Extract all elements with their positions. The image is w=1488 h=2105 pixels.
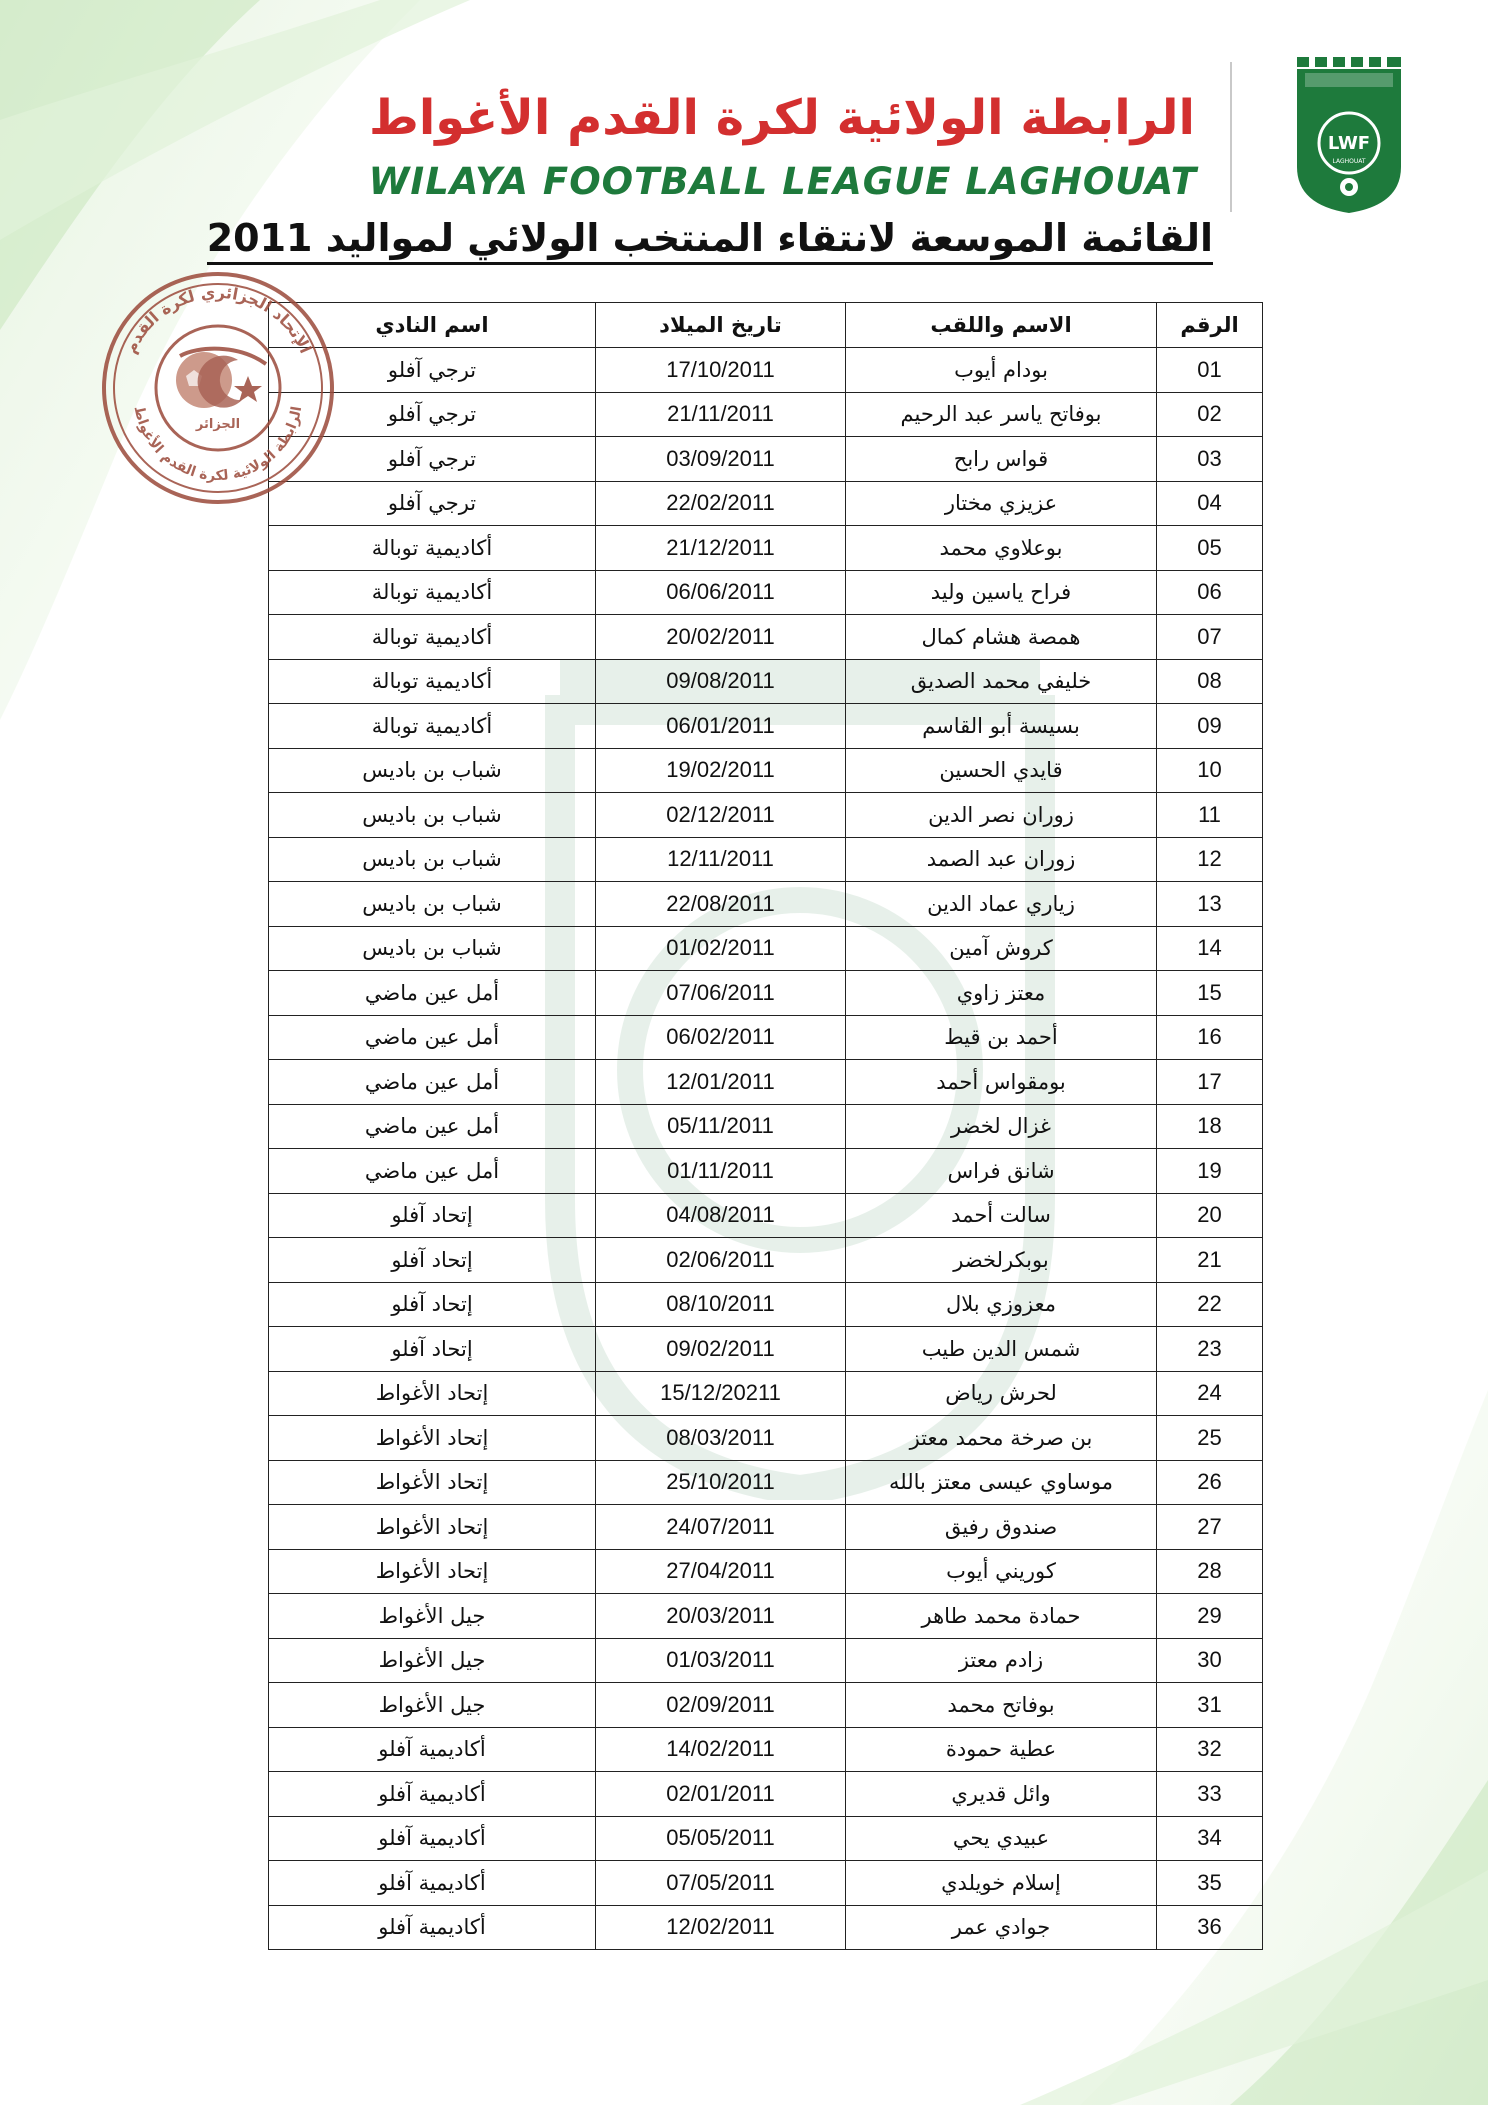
table-row: [269, 526, 1263, 571]
table-row: [269, 1460, 1263, 1505]
cell-number: 09: [1157, 704, 1263, 749]
header-club: اسم النادي: [269, 303, 596, 348]
cell-number: 10: [1157, 748, 1263, 793]
cell-number: 17: [1157, 1060, 1263, 1105]
cell-number: 33: [1157, 1772, 1263, 1817]
table-row: [269, 1104, 1263, 1149]
table-row: [269, 882, 1263, 927]
cell-number: 27: [1157, 1505, 1263, 1550]
cell-dob: 22/08/2011: [596, 882, 846, 927]
cell-club: أكاديمية آفلو: [269, 1816, 596, 1861]
cell-club: أكاديمية توبالة: [269, 526, 596, 571]
official-stamp: [98, 268, 338, 508]
table-row: [269, 348, 1263, 393]
table-row: [269, 837, 1263, 882]
league-title-english: WILAYA FOOTBALL LEAGUE LAGHOUAT: [368, 160, 1197, 203]
table-row: [269, 1327, 1263, 1372]
cell-name: شمس الدين طيب: [846, 1327, 1157, 1372]
cell-name: موساوي عيسى معتز بالله: [846, 1460, 1157, 1505]
cell-dob: 15/12/20211: [596, 1371, 846, 1416]
cell-club: أكاديمية توبالة: [269, 615, 596, 660]
cell-club: أكاديمية آفلو: [269, 1727, 596, 1772]
cell-dob: 17/10/2011: [596, 348, 846, 393]
cell-club: إتحاد الأغواط: [269, 1505, 596, 1550]
cell-club: ترجي آفلو: [269, 437, 596, 482]
cell-club: أمل عين ماضي: [269, 1060, 596, 1105]
cell-dob: 14/02/2011: [596, 1727, 846, 1772]
table-row: [269, 1549, 1263, 1594]
league-title-arabic: الرابطة الولائية لكرة القدم الأغواط: [368, 90, 1195, 146]
cell-name: بوفاتح ياسر عبد الرحيم: [846, 392, 1157, 437]
cell-club: أمل عين ماضي: [269, 971, 596, 1016]
cell-number: 22: [1157, 1282, 1263, 1327]
table-row: [269, 1060, 1263, 1105]
cell-club: جيل الأغواط: [269, 1638, 596, 1683]
header-number: الرقم: [1157, 303, 1263, 348]
cell-name: زياري عماد الدين: [846, 882, 1157, 927]
stamp-inner-text: الرابطة الولائية لكرة القدم الأغواط: [130, 404, 306, 485]
cell-name: صندوق رفيق: [846, 1505, 1157, 1550]
cell-number: 31: [1157, 1683, 1263, 1728]
cell-number: 02: [1157, 392, 1263, 437]
cell-club: شباب بن باديس: [269, 793, 596, 838]
table-row: [269, 1594, 1263, 1639]
cell-dob: 19/02/2011: [596, 748, 846, 793]
cell-name: لحرش رياض: [846, 1371, 1157, 1416]
cell-club: إتحاد آفلو: [269, 1282, 596, 1327]
cell-dob: 08/03/2011: [596, 1416, 846, 1461]
cell-number: 24: [1157, 1371, 1263, 1416]
table-row: [269, 1238, 1263, 1283]
cell-number: 36: [1157, 1905, 1263, 1950]
cell-name: بسيسة أبو القاسم: [846, 704, 1157, 749]
roster-table: [268, 302, 1263, 1950]
cell-club: ترجي آفلو: [269, 481, 596, 526]
cell-name: أحمد بن قيط: [846, 1015, 1157, 1060]
table-row: [269, 1727, 1263, 1772]
cell-name: بودام أيوب: [846, 348, 1157, 393]
table-row: [269, 1416, 1263, 1461]
stamp-center-text: الجزائر: [195, 417, 241, 432]
cell-number: 13: [1157, 882, 1263, 927]
cell-number: 07: [1157, 615, 1263, 660]
cell-name: قواس رابح: [846, 437, 1157, 482]
cell-dob: 02/01/2011: [596, 1772, 846, 1817]
table-row: [269, 1816, 1263, 1861]
cell-number: 20: [1157, 1193, 1263, 1238]
table-row: [269, 659, 1263, 704]
cell-club: إتحاد الأغواط: [269, 1416, 596, 1461]
cell-name: زادم معتز: [846, 1638, 1157, 1683]
cell-dob: 21/11/2011: [596, 392, 846, 437]
cell-number: 18: [1157, 1104, 1263, 1149]
table-row: [269, 1371, 1263, 1416]
cell-name: عزيزي مختار: [846, 481, 1157, 526]
cell-club: أمل عين ماضي: [269, 1149, 596, 1194]
cell-name: زوران عبد الصمد: [846, 837, 1157, 882]
cell-dob: 06/02/2011: [596, 1015, 846, 1060]
cell-club: أمل عين ماضي: [269, 1015, 596, 1060]
cell-dob: 20/03/2011: [596, 1594, 846, 1639]
cell-dob: 06/06/2011: [596, 570, 846, 615]
cell-number: 28: [1157, 1549, 1263, 1594]
cell-dob: 02/09/2011: [596, 1683, 846, 1728]
cell-number: 15: [1157, 971, 1263, 1016]
cell-club: شباب بن باديس: [269, 882, 596, 927]
cell-number: 23: [1157, 1327, 1263, 1372]
cell-number: 16: [1157, 1015, 1263, 1060]
cell-dob: 09/02/2011: [596, 1327, 846, 1372]
table-row: [269, 392, 1263, 437]
cell-number: 21: [1157, 1238, 1263, 1283]
cell-number: 25: [1157, 1416, 1263, 1461]
table-row: [269, 1861, 1263, 1906]
roster-body: [269, 348, 1263, 1950]
logo-text: LWF: [1327, 133, 1371, 154]
cell-club: شباب بن باديس: [269, 926, 596, 971]
table-row: [269, 1505, 1263, 1550]
cell-club: إتحاد آفلو: [269, 1193, 596, 1238]
cell-number: 32: [1157, 1727, 1263, 1772]
cell-number: 08: [1157, 659, 1263, 704]
cell-name: بوفاتح محمد: [846, 1683, 1157, 1728]
cell-name: بن صرخة محمد معتز: [846, 1416, 1157, 1461]
cell-dob: 04/08/2011: [596, 1193, 846, 1238]
cell-name: خليفي محمد الصديق: [846, 659, 1157, 704]
cell-dob: 25/10/2011: [596, 1460, 846, 1505]
cell-club: إتحاد الأغواط: [269, 1549, 596, 1594]
cell-name: سالت أحمد: [846, 1193, 1157, 1238]
cell-club: شباب بن باديس: [269, 837, 596, 882]
cell-name: بومقواس أحمد: [846, 1060, 1157, 1105]
table-row: [269, 704, 1263, 749]
table-row: [269, 793, 1263, 838]
cell-name: كروش آمين: [846, 926, 1157, 971]
cell-number: 01: [1157, 348, 1263, 393]
header-dob: تاريخ الميلاد: [596, 303, 846, 348]
cell-number: 03: [1157, 437, 1263, 482]
table-row: [269, 748, 1263, 793]
cell-dob: 12/02/2011: [596, 1905, 846, 1950]
cell-name: كوريني أيوب: [846, 1549, 1157, 1594]
table-row: [269, 1905, 1263, 1950]
cell-dob: 09/08/2011: [596, 659, 846, 704]
cell-name: بوبكرلخضر: [846, 1238, 1157, 1283]
cell-dob: 12/11/2011: [596, 837, 846, 882]
cell-name: قايدي الحسين: [846, 748, 1157, 793]
cell-name: فراح ياسين وليد: [846, 570, 1157, 615]
cell-name: همصة هشام كمال: [846, 615, 1157, 660]
cell-number: 05: [1157, 526, 1263, 571]
cell-club: أكاديمية آفلو: [269, 1861, 596, 1906]
header-divider: [1230, 62, 1232, 212]
logo-subtext: LAGHOUAT: [1332, 158, 1366, 165]
cell-club: ترجي آفلو: [269, 392, 596, 437]
cell-dob: 21/12/2011: [596, 526, 846, 571]
cell-name: إسلام خويلدي: [846, 1861, 1157, 1906]
cell-name: عطية حمودة: [846, 1727, 1157, 1772]
cell-dob: 07/06/2011: [596, 971, 846, 1016]
cell-name: جوادي عمر: [846, 1905, 1157, 1950]
table-row: [269, 437, 1263, 482]
cell-club: إتحاد الأغواط: [269, 1371, 596, 1416]
cell-name: وائل قديري: [846, 1772, 1157, 1817]
cell-name: زوران نصر الدين: [846, 793, 1157, 838]
cell-dob: 20/02/2011: [596, 615, 846, 660]
cell-dob: 24/07/2011: [596, 1505, 846, 1550]
league-logo: [1293, 55, 1405, 215]
cell-dob: 01/02/2011: [596, 926, 846, 971]
cell-number: 35: [1157, 1861, 1263, 1906]
cell-name: غزال لخضر: [846, 1104, 1157, 1149]
cell-dob: 27/04/2011: [596, 1549, 846, 1594]
table-row: [269, 615, 1263, 660]
cell-club: أمل عين ماضي: [269, 1104, 596, 1149]
cell-number: 12: [1157, 837, 1263, 882]
table-row: [269, 481, 1263, 526]
cell-dob: 08/10/2011: [596, 1282, 846, 1327]
cell-name: شانق فراس: [846, 1149, 1157, 1194]
table-row: [269, 1638, 1263, 1683]
cell-number: 04: [1157, 481, 1263, 526]
table-row: [269, 1015, 1263, 1060]
cell-name: معزوزي بلال: [846, 1282, 1157, 1327]
table-row: [269, 1193, 1263, 1238]
cell-dob: 12/01/2011: [596, 1060, 846, 1105]
table-row: [269, 1149, 1263, 1194]
cell-number: 14: [1157, 926, 1263, 971]
cell-name: حمادة محمد طاهر: [846, 1594, 1157, 1639]
cell-number: 11: [1157, 793, 1263, 838]
cell-dob: 03/09/2011: [596, 437, 846, 482]
cell-dob: 01/03/2011: [596, 1638, 846, 1683]
cell-number: 19: [1157, 1149, 1263, 1194]
cell-club: إتحاد آفلو: [269, 1327, 596, 1372]
stamp-outer-text: الإتحاد الجزائري لكرة القدم: [120, 282, 316, 357]
cell-club: أكاديمية توبالة: [269, 570, 596, 615]
cell-name: عبيدي يحي: [846, 1816, 1157, 1861]
cell-name: بوعلاوي محمد: [846, 526, 1157, 571]
cell-number: 26: [1157, 1460, 1263, 1505]
cell-club: شباب بن باديس: [269, 748, 596, 793]
cell-dob: 05/05/2011: [596, 1816, 846, 1861]
table-row: [269, 1282, 1263, 1327]
cell-club: أكاديمية توبالة: [269, 704, 596, 749]
header-name: الاسم واللقب: [846, 303, 1157, 348]
cell-number: 34: [1157, 1816, 1263, 1861]
cell-club: إتحاد الأغواط: [269, 1460, 596, 1505]
cell-number: 29: [1157, 1594, 1263, 1639]
cell-club: أكاديمية آفلو: [269, 1772, 596, 1817]
table-row: [269, 1772, 1263, 1817]
table-row: [269, 1683, 1263, 1728]
cell-dob: 22/02/2011: [596, 481, 846, 526]
cell-club: جيل الأغواط: [269, 1683, 596, 1728]
cell-dob: 07/05/2011: [596, 1861, 846, 1906]
cell-dob: 05/11/2011: [596, 1104, 846, 1149]
cell-club: إتحاد آفلو: [269, 1238, 596, 1283]
cell-club: أكاديمية توبالة: [269, 659, 596, 704]
table-row: [269, 570, 1263, 615]
cell-dob: 01/11/2011: [596, 1149, 846, 1194]
cell-name: معتز زاوي: [846, 971, 1157, 1016]
cell-dob: 06/01/2011: [596, 704, 846, 749]
cell-club: أكاديمية آفلو: [269, 1905, 596, 1950]
cell-number: 30: [1157, 1638, 1263, 1683]
document-title: القائمة الموسعة لانتقاء المنتخب الولائي لمواليد 2011: [207, 216, 1213, 265]
table-row: [269, 971, 1263, 1016]
table-header-row: [269, 303, 1263, 348]
cell-number: 06: [1157, 570, 1263, 615]
table-row: [269, 926, 1263, 971]
cell-dob: 02/12/2011: [596, 793, 846, 838]
cell-dob: 02/06/2011: [596, 1238, 846, 1283]
cell-club: جيل الأغواط: [269, 1594, 596, 1639]
cell-club: ترجي آفلو: [269, 348, 596, 393]
